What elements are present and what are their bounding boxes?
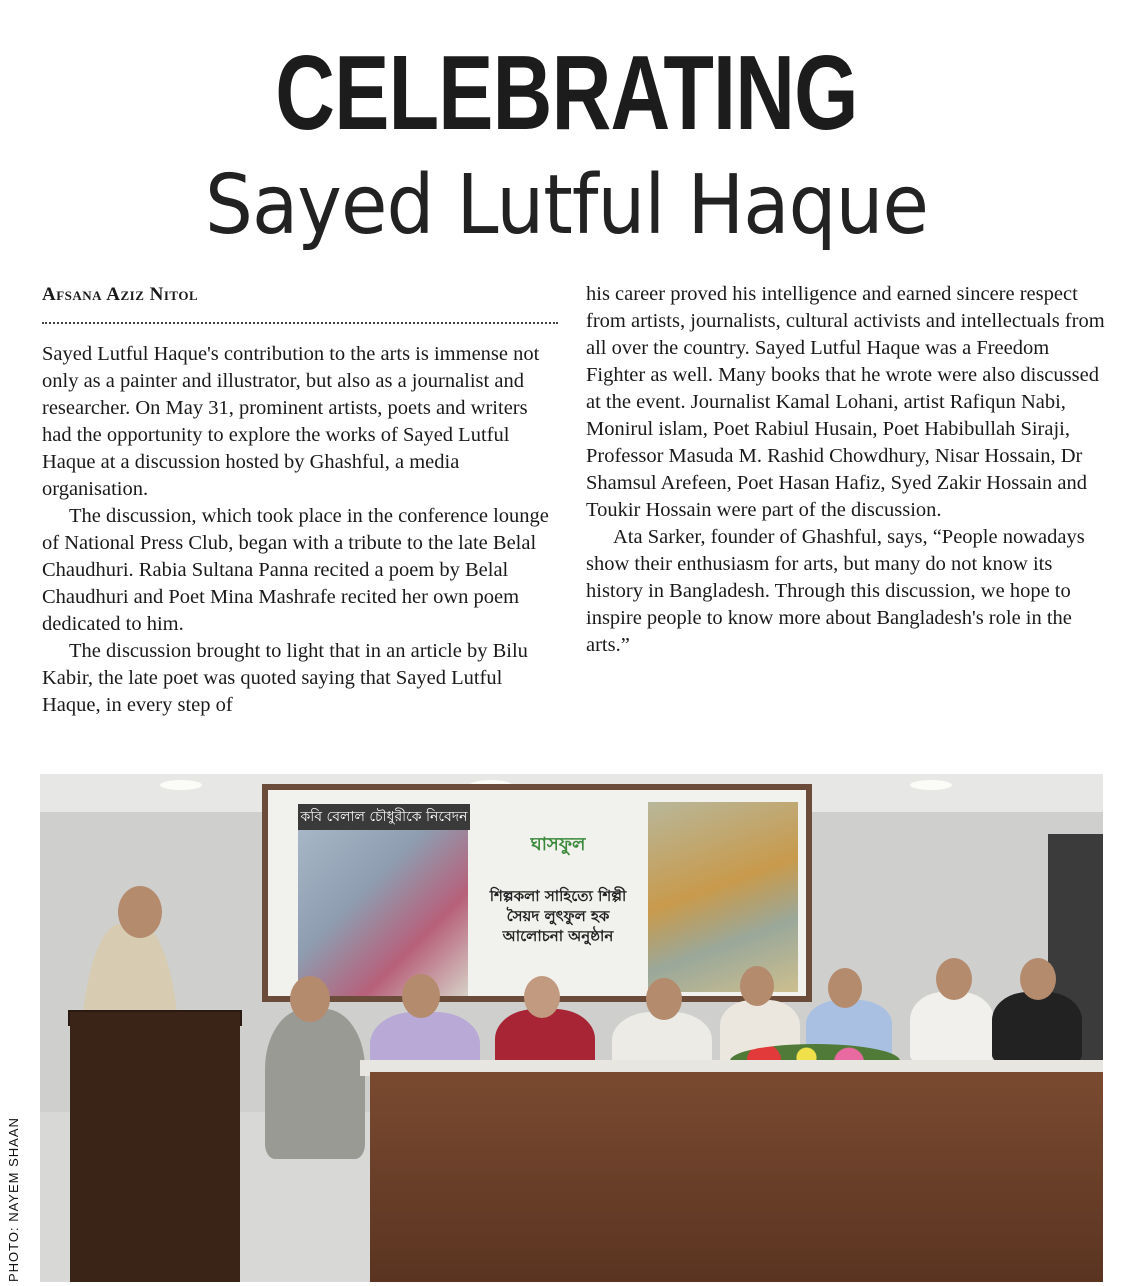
event-photo (40, 774, 1103, 1282)
subheadline: Sayed Lutful Haque (205, 158, 928, 253)
paragraph: Ata Sarker, founder of Ghashful, says, “People nowadays show their enthusiasm for arts, but many do not know its history in Bangladesh. Through this discussion, we hope to inspire people to know more about Bangladesh's role in the arts.” (586, 526, 1085, 656)
byline: Afsana Aziz Nitol (42, 284, 199, 305)
person (265, 1009, 365, 1159)
person-head (740, 966, 774, 1006)
banner-artwork (648, 802, 798, 992)
ceiling-light (160, 780, 202, 790)
banner-logo: ঘাসফুল (530, 834, 586, 855)
article-column-2 (586, 281, 1106, 659)
person (910, 992, 994, 1062)
photo-credit: PHOTO: NAYEM SHAAN (6, 1117, 21, 1282)
article-column-1 (42, 341, 560, 719)
podium (70, 1012, 240, 1282)
person-head (936, 958, 972, 1000)
person-head (646, 978, 682, 1020)
person-head (828, 968, 862, 1008)
banner-portrait (298, 818, 468, 996)
banner-text: শিল্পকলা সাহিত্যে শিল্পী সৈয়দ লুৎফুল হক আলোচনা অনুষ্ঠান (489, 887, 627, 945)
byline-divider (42, 322, 558, 324)
person-head (1020, 958, 1056, 1000)
ceiling-light (910, 780, 952, 790)
paragraph: The discussion, which took place in the conference lounge of National Press Club, began with a tribute to the late Belal Chaudhuri. Rabia Sultana Panna recited a poem by Belal Chaudhuri and Poet Mina Mashrafe recited her own poem dedicated to him. (42, 505, 549, 635)
banner-title: কবি বেলাল চৌধুরীকে নিবেদন (298, 804, 470, 830)
person (992, 992, 1082, 1062)
headline: CELEBRATING (275, 34, 858, 152)
head-table (370, 1072, 1103, 1282)
event-banner (262, 784, 812, 1002)
paragraph: The discussion brought to light that in an article by Bilu Kabir, the late poet was quoted saying that Sayed Lutful Haque, in every step of (42, 640, 528, 716)
person-head (290, 976, 330, 1022)
paragraph: his career proved his intelligence and earned sincere respect from artists, journalists, cultural activists and intellectuals from all over the country. Sayed Lutful Haque was a Freedom Fighter as well. Many books that he wrote were also discussed at the event. Journalist Kamal Lohani, artist Rafiqun Nabi, Monirul islam, Poet Rabiul Husain, Poet Habibullah Siraji, Professor Masuda M. Rashid Chowdhury, Nisar Hossain, Dr Shamsul Arefeen, Poet Hasan Hafiz, Syed Zakir Hossain and Toukir Hossain were part of the discussion. (586, 283, 1105, 521)
person-head (402, 974, 440, 1018)
person-head (524, 976, 560, 1018)
speaker-head (118, 886, 162, 938)
paragraph: Sayed Lutful Haque's contribution to the arts is immense not only as a painter and illustrator, but also as a journalist and researcher. On May 31, prominent artists, poets and writers had the opportunity to explore the works of Sayed Lutful Haque at a discussion hosted by Ghashful, a media organisation. (42, 343, 540, 500)
